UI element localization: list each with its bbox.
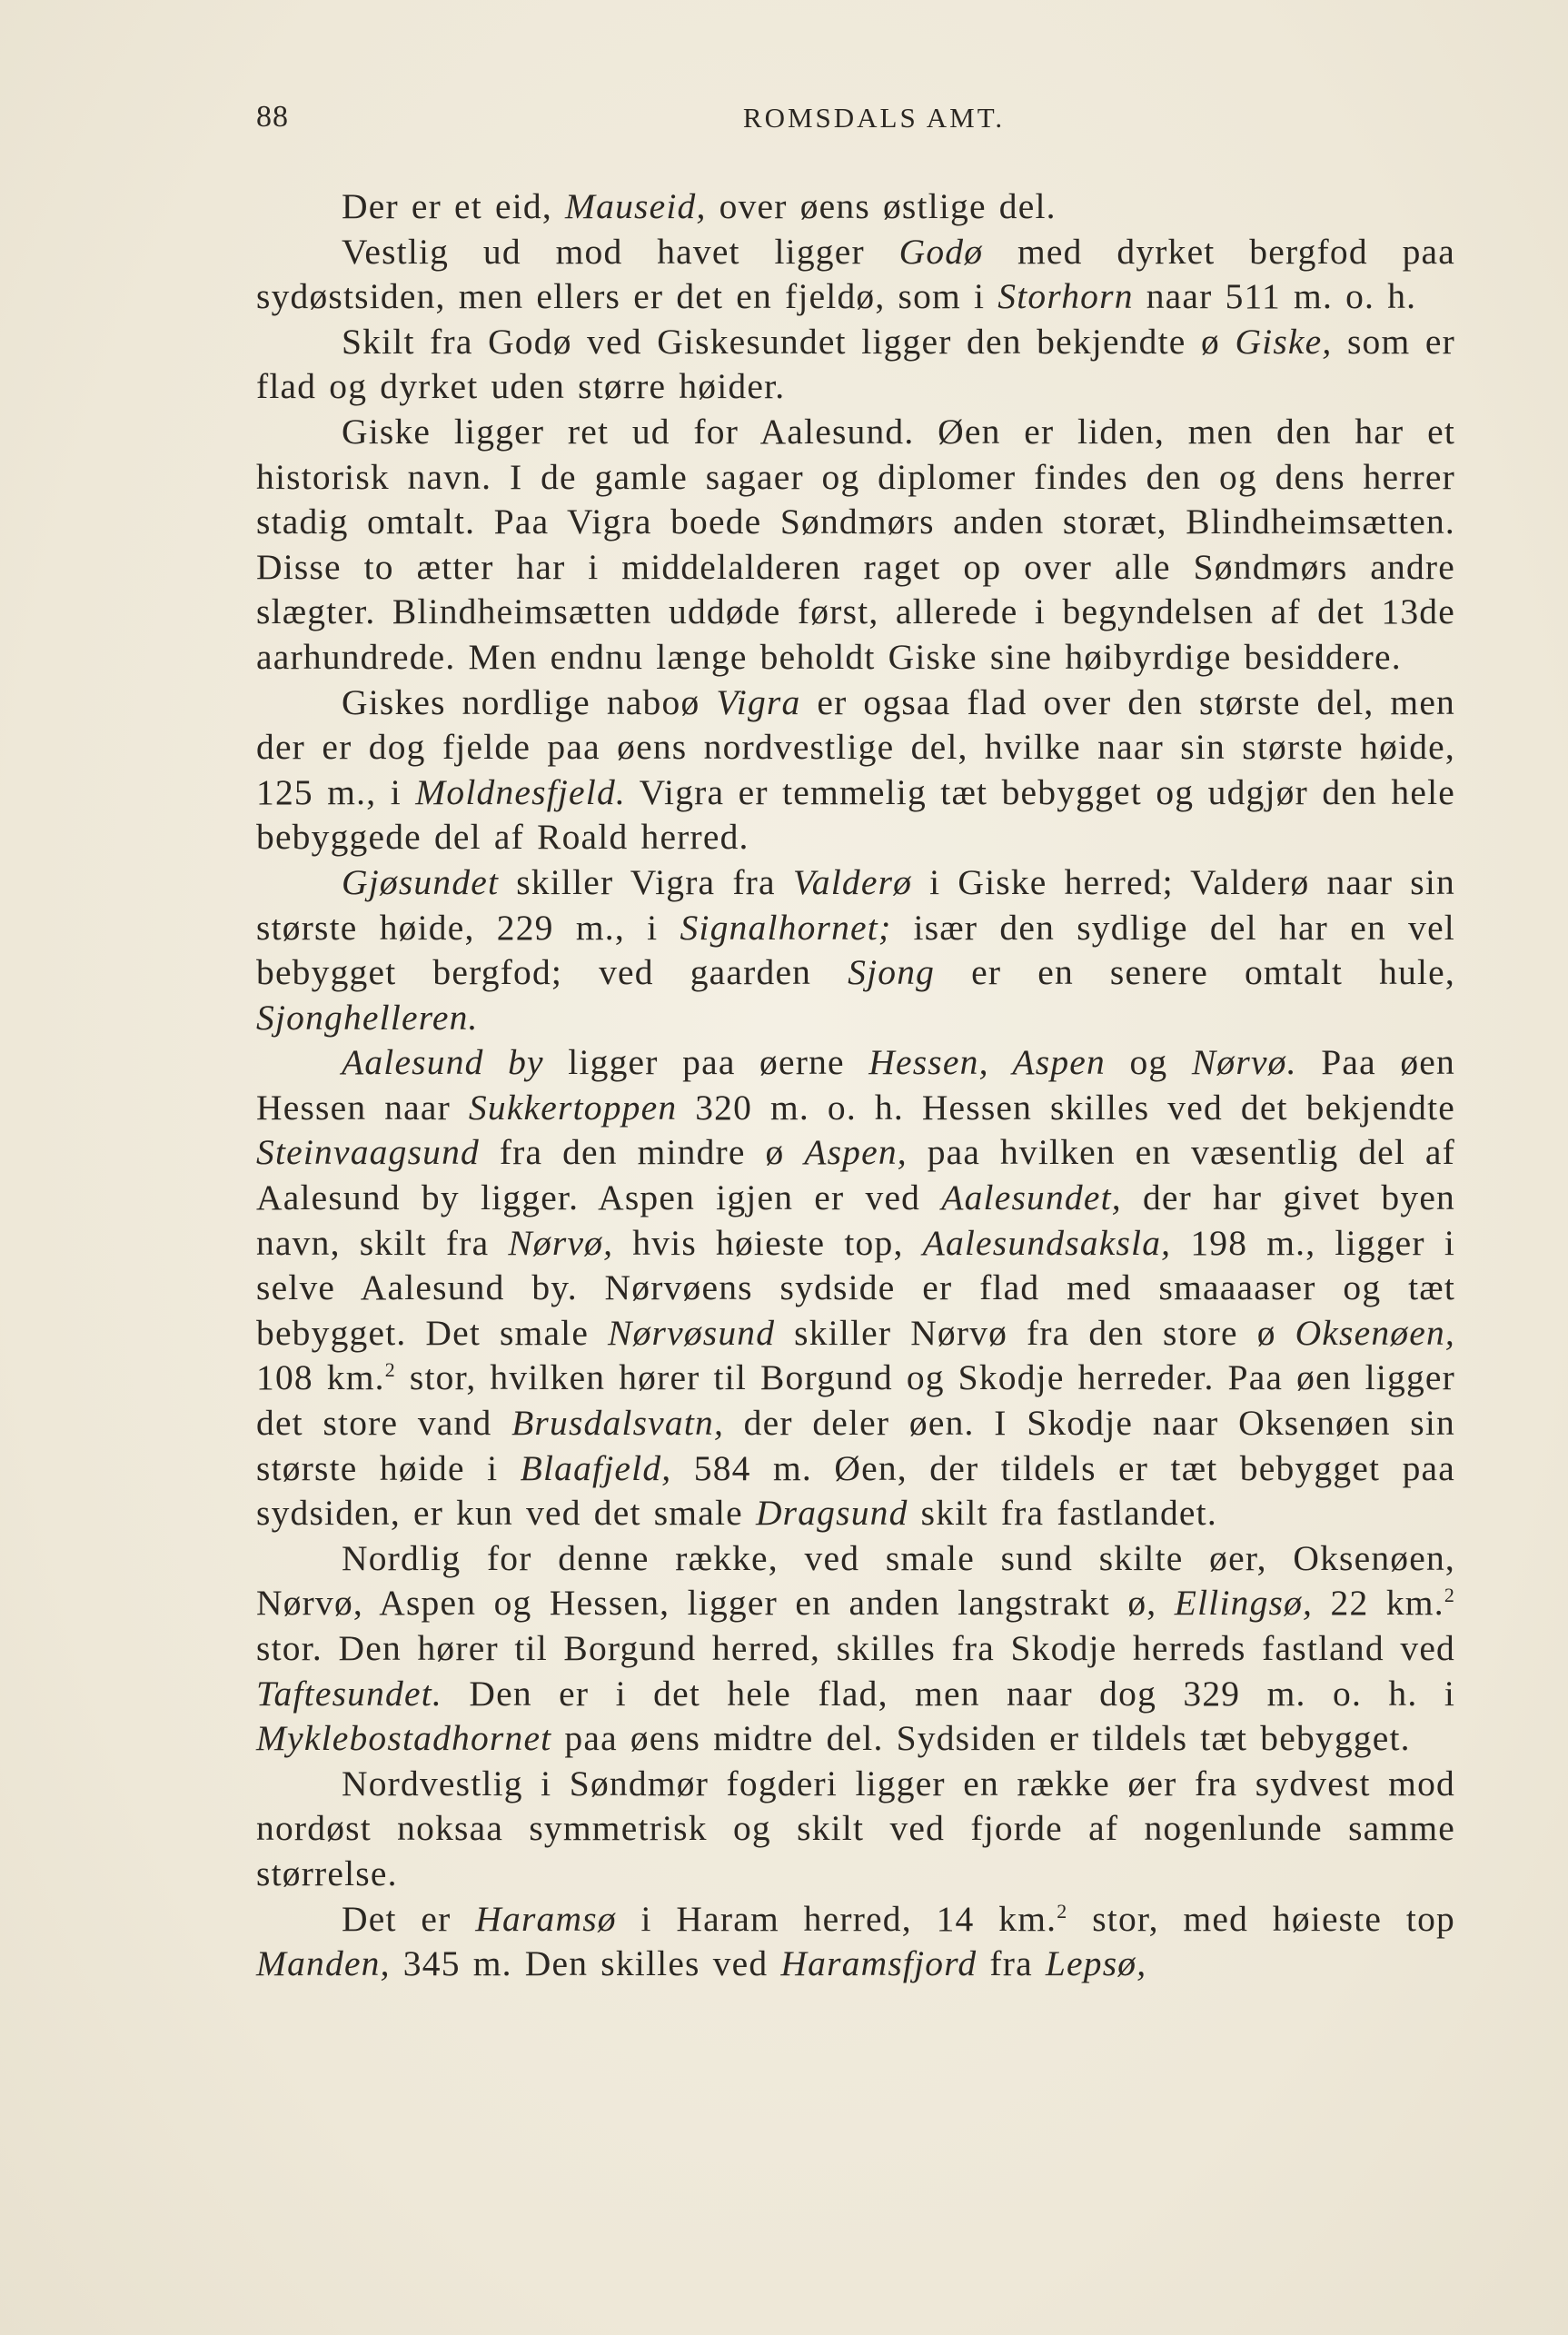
place-name: Signalhornet;	[680, 907, 892, 948]
place-name: Oksenøen,	[1295, 1312, 1455, 1353]
place-name: Haramsfjord	[780, 1943, 978, 1984]
paragraph	[256, 320, 1455, 410]
place-name: Nørvøsund	[608, 1312, 776, 1353]
text-run: skiller Nørvø fra den store ø	[775, 1312, 1295, 1353]
superscript: 2	[384, 1358, 396, 1382]
place-name: Blaafjeld,	[520, 1447, 672, 1488]
text-run: med dyrket bergfod paa sydøstsiden, men ellers er det en fjeldø, som i	[256, 231, 1455, 317]
text-run: stor, med høieste top	[1067, 1898, 1456, 1939]
text-run: Den er i det hele flad, men naar dog 329 m. o. h. i	[442, 1673, 1455, 1714]
place-name: Moldnesfjeld.	[415, 771, 626, 812]
text-run: paa øens midtre del. Sydsiden er tildels tæt bebygget.	[551, 1718, 1411, 1759]
place-name: Sjonghelleren.	[256, 997, 479, 1038]
paragraph	[256, 1897, 1455, 1987]
text-run: paa hvilken en væsentlig del af Aalesund by ligger. Aspen igjen er ved	[256, 1132, 1456, 1218]
text-run: fra den mindre ø	[480, 1132, 805, 1173]
text-run: i Haram herred, 14 km.	[616, 1898, 1057, 1939]
place-name: Myklebostadhornet	[256, 1718, 552, 1759]
text-run: skiller Vigra fra	[499, 861, 793, 902]
text-run: Vestlig ud mod havet ligger	[342, 231, 899, 272]
place-name: Lepsø,	[1045, 1943, 1147, 1984]
text-run: der deler øen. I Skodje naar Oksenøen sin største høide i	[256, 1403, 1455, 1488]
text-run: Vigra er temmelig tæt bebygget og udgjør den hele bebyggede del af Roald herred.	[256, 771, 1455, 858]
text-run: som er flad og dyrket uden større høider.	[256, 321, 1455, 407]
place-name: Vigra	[716, 681, 801, 722]
text-run: Nordlig for denne række, ved smale sund skilte øer, Oksenøen, Nørvø, Aspen og Hessen, ligger en anden langstrakt ø,	[256, 1537, 1455, 1624]
page-number: 88	[256, 100, 289, 134]
place-name: Sukkertoppen	[468, 1087, 678, 1128]
paragraph	[256, 1536, 1455, 1762]
place-name: Storhorn	[997, 276, 1134, 317]
text-run: 108 km.	[256, 1357, 385, 1398]
place-name: Nørvø,	[508, 1222, 614, 1263]
text-run: stor, hvilken hører til Borgund og Skodje herreder. Paa øen ligger det store vand	[256, 1357, 1456, 1444]
running-head: ROMSDALS AMT.	[742, 102, 1006, 134]
place-name: Valderø	[792, 861, 913, 902]
text-run: 22 km.	[1313, 1583, 1444, 1624]
page-header	[256, 100, 1455, 145]
text-run: i Giske herred; Valderø naar sin største høide, 229 m., i	[256, 861, 1455, 948]
text-run: Skilt fra Godø ved Giskesundet ligger den bekjendte ø	[342, 321, 1236, 362]
paragraph	[256, 681, 1455, 860]
paragraph	[256, 860, 1455, 1040]
place-name: Taftesundet.	[256, 1673, 442, 1714]
text-run: 320 m. o. h. Hessen skilles ved det bekjendte	[677, 1087, 1455, 1128]
place-name: Manden,	[256, 1943, 391, 1984]
place-name: Dragsund	[755, 1493, 908, 1534]
text-run: Paa øen Hessen naar	[256, 1042, 1455, 1128]
text-run: ligger paa øerne	[543, 1042, 869, 1083]
text-run: 584 m. Øen, der tildels er tæt bebygget paa sydsiden, er kun ved det smale	[256, 1447, 1456, 1534]
text-run: 198 m., ligger i selve Aalesund by. Nørvøens sydside er flad med smaaaaser og tæt bebygget. Det smale	[256, 1222, 1455, 1353]
text-run: Der er et eid,	[342, 186, 566, 226]
place-name: Brusdalsvatn,	[511, 1403, 725, 1444]
text-run: hvis høieste top,	[613, 1222, 923, 1263]
text-run: skilt fra fastlandet.	[908, 1493, 1217, 1534]
text-run: Det er	[342, 1898, 476, 1939]
text-run: er ogsaa flad over den største del, men der er dog fjelde paa øens nordvestlige del, hvilke naar sin største høide, 125 m., i	[256, 681, 1456, 812]
paragraph	[256, 1762, 1455, 1897]
text-run: og	[1105, 1042, 1192, 1083]
paragraph	[256, 184, 1455, 230]
text-run: over øens østlige del.	[706, 186, 1057, 226]
text-run: fra	[977, 1943, 1046, 1984]
superscript: 2	[1057, 1899, 1068, 1923]
text-run: 345 m. Den skilles ved	[390, 1943, 781, 1984]
place-name: Aalesund by	[342, 1042, 544, 1083]
place-name: Haramsø	[475, 1898, 617, 1939]
paragraph	[256, 1040, 1455, 1536]
body-text	[256, 184, 1455, 1987]
text-run: naar 511 m. o. h.	[1133, 276, 1417, 317]
place-name: Steinvaagsund	[256, 1132, 480, 1173]
place-name: Aspen,	[804, 1132, 908, 1173]
superscript: 2	[1444, 1584, 1456, 1607]
text-run: Giskes nordlige naboø	[342, 681, 717, 722]
place-name: Hessen, Aspen	[868, 1042, 1106, 1083]
place-name: Gjøsundet	[342, 861, 500, 902]
paragraph	[256, 230, 1455, 320]
text-run: Giske ligger ret ud for Aalesund. Øen er liden, men den har et historisk navn. I de gamle sagaer og diplomer findes den og dens herrer stadig omtalt. Paa Vigra boede Søndmørs anden storæt, Blindheimsætten. Disse to ætter har i middelalderen raget op over alle Søndmørs andre slægter. Blindheimsætten uddøde først, allerede i begyndelsen af det 13de aarhundrede. Men endnu længe beholdt Giske sine høibyrdige besiddere.	[256, 411, 1455, 677]
place-name: Godø	[898, 231, 984, 272]
text-run: er en senere omtalt hule,	[935, 952, 1455, 993]
text-run: Nordvestlig i Søndmør fogderi ligger en række øer fra sydvest mod nordøst noksaa symmetrisk og skilt ved fjorde af nogenlunde samme størrelse.	[256, 1763, 1455, 1893]
place-name: Nørvø.	[1191, 1042, 1297, 1083]
place-name: Giske,	[1235, 321, 1333, 362]
text-run: især den sydlige del har en vel bebygget bergfod; ved gaarden	[256, 907, 1455, 993]
place-name: Sjong	[848, 952, 936, 993]
place-name: Aalesundet,	[941, 1177, 1122, 1218]
place-name: Mauseid,	[565, 186, 707, 226]
place-name: Aalesundsaksla,	[922, 1222, 1172, 1263]
text-run: stor. Den hører til Borgund herred, skilles fra Skodje herreds fastland ved	[256, 1628, 1455, 1668]
place-name: Ellingsø,	[1174, 1583, 1314, 1624]
paragraph	[256, 410, 1455, 681]
text-run: der har givet byen navn, skilt fra	[256, 1177, 1456, 1263]
